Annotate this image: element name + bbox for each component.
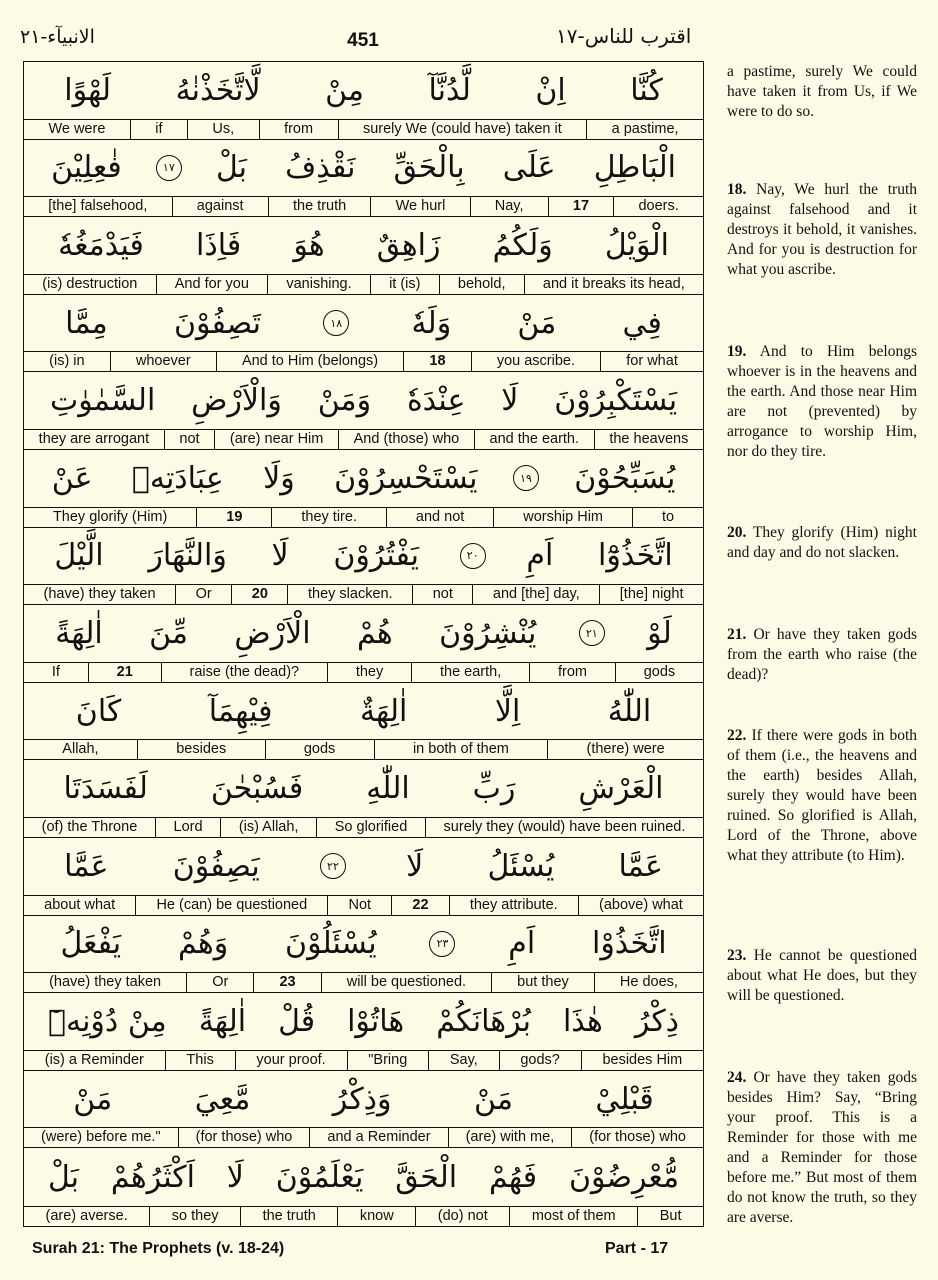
gloss-cell: behold, [439,275,524,294]
arabic-word: وَهُمْ [177,926,229,962]
arabic-line [24,140,703,197]
arabic-word: لَفَسَدَتَا [63,771,148,807]
gloss-cell: Or [186,973,253,992]
arabic-word: اٰلِهَةٌ [359,693,408,729]
arabic-word: لَا [406,848,424,884]
gloss-cell: Not [327,896,391,915]
gloss-cell: (is) Allah, [220,818,316,837]
gloss-cell: (have) they taken [49,974,162,991]
translation-paragraph [727,342,917,462]
translation-text: And to Him belongs whoever is in the heavens and the earth. And those near Him are not (prevented) by arrogance to worship Him, nor do they tire. [727,343,917,460]
gloss-cell: But [637,1207,703,1226]
gloss-cell: And (those) who [338,430,474,449]
gloss-cell: know [337,1207,415,1226]
gloss-cell: about what [44,896,116,913]
gloss-cell: the earth, [411,663,529,682]
translation-text: Or have they taken gods from the earth who raise (the dead)? [727,626,917,683]
gloss-cell: not [164,430,214,449]
gloss-cell: vanishing. [267,275,370,294]
arabic-line [24,450,703,507]
gloss-cell: the truth [268,197,371,216]
translation-paragraph [727,1068,917,1228]
translation-text: He cannot be questioned about what He does, but they will be questioned. [727,947,917,1004]
gloss-cell: you ascribe. [471,352,600,371]
arabic-word: فَاِذَا [196,227,242,263]
arabic-word: يَفْتُرُوْنَ [333,538,419,574]
arabic-word: فِي [622,305,662,341]
arabic-word: لَوْ [647,615,672,651]
arabic-word: بَلْ [47,1159,80,1195]
gloss-cell: and it breaks its head, [524,275,703,294]
gloss-cell: from [529,663,615,682]
arabic-word: الْحَقَّ [395,1159,458,1195]
translation-paragraph [727,625,917,685]
verse-row [24,450,703,528]
arabic-word: رَبِّ [472,771,516,807]
arabic-word: قَبْلِيْ [595,1081,654,1117]
arabic-line [24,1148,703,1206]
arabic-word: يُسَبِّحُوْنَ [574,460,676,496]
arabic-word: اٰلِهَةً [198,1003,247,1039]
arabic-word: الَّيْلَ [54,538,104,574]
arabic-word: هُوَ [293,227,325,263]
translation-verse-number: 21. [727,626,747,643]
gloss-cell: against [172,197,268,216]
arabic-word: اِلَّا [494,693,521,729]
arabic-word: عَمَّا [618,848,663,884]
arabic-word: كُنَّا [630,72,663,108]
verse-row [24,1071,703,1149]
arabic-word: اَمِ [508,926,536,962]
arabic-word: قُلْ [278,1003,316,1039]
verse-row [24,993,703,1071]
gloss-line [24,739,703,759]
gloss-cell: whoever [110,352,216,371]
gloss-cell: (of) the Throne [41,818,138,835]
arabic-word: عَنْ [51,460,93,496]
arabic-word: وَذِكْرُ [332,1081,392,1117]
verse-marker: ۱۸ [323,310,349,336]
arabic-word: وَلَكُمُ [492,227,553,263]
arabic-word: مَنْ [473,1081,513,1117]
arabic-word: لَا [271,538,289,574]
verse-row [24,683,703,761]
verse-row [24,62,703,140]
arabic-word: يُسْئَلُوْنَ [285,926,377,962]
arabic-word: هٰذَا [562,1003,603,1039]
translation-text: Or have they taken gods besides Him? Say, “Bring your proof. This is a Reminder for those with me and a Reminder for those before me.” But most of them do not know the truth, so they are averse. [727,1069,917,1226]
arabic-word: اتَّخَذُوْا [591,926,667,962]
arabic-word: مِنْ [325,72,364,108]
arabic-word: لَا [501,383,519,419]
translation-paragraph [727,523,917,563]
gloss-cell: And for you [156,275,268,294]
gloss-cell: They glorify (Him) [52,508,168,525]
arabic-word: الْعَرْشِ [578,771,664,807]
gloss-cell: Or [175,585,231,604]
gloss-line [24,895,703,915]
gloss-cell: from [259,120,338,139]
arabic-word: عَلَى [502,150,556,186]
verse-marker: ۲۲ [320,853,346,879]
arabic-word: يَسْتَكْبِرُوْنَ [554,383,678,419]
translation-verse-number: 23. [727,947,747,964]
gloss-line [24,507,703,527]
header-surah-name: الانبیآء-۲۱ [20,26,95,48]
translation-paragraph [727,946,917,1006]
gloss-line [24,119,703,139]
arabic-word: لَّاتَّخَذْنٰهُ [175,72,261,108]
gloss-cell: they [327,663,411,682]
arabic-word: اللّٰهِ [366,771,410,807]
arabic-word: مُّعْرِضُوْنَ [568,1159,680,1195]
translation-text: Nay, We hurl the truth against falsehood and it destroys it behold, it vanishes. And for you is destruction for what you ascribe. [727,181,918,278]
arabic-word: فَهُمْ [488,1159,538,1195]
arabic-word: هَاتُوْا [347,1003,405,1039]
arabic-word: فَسُبْحٰنَ [210,771,304,807]
arabic-word: اتَّخَذُوْٓا [598,538,673,574]
gloss-cell: Nay, [470,197,548,216]
gloss-cell: Allah, [62,741,99,758]
arabic-word: مِنْ دُوْنِهٖٓ [48,1003,167,1039]
verse-row [24,1148,703,1226]
arabic-word: وَالنَّهَارَ [148,538,227,574]
gloss-cell: He does, [594,973,703,992]
gloss-cell: Lord [155,818,220,837]
gloss-cell: the truth [240,1207,337,1226]
gloss-line [24,196,703,216]
gloss-cell: besides [137,740,265,759]
gloss-cell: (are) with me, [448,1128,572,1147]
gloss-cell: (were) before me." [41,1129,161,1146]
arabic-word: السَّمٰوٰتِ [49,383,156,419]
gloss-cell: (is) a Reminder [44,1051,144,1068]
arabic-word: اِنْ [535,72,566,108]
arabic-line [24,372,703,429]
gloss-cell: to [632,508,703,527]
verse-row [24,217,703,295]
verse-marker: ۱۹ [513,465,539,491]
translation-verse-number: 18. [727,181,747,198]
verse-marker: ۲۱ [579,620,605,646]
arabic-word: الْاَرْضِ [234,615,311,651]
arabic-word: اَمِ [526,538,554,574]
verse-row [24,372,703,450]
arabic-word: وَمَنْ [317,383,372,419]
arabic-word: يَعْلَمُوْنَ [275,1159,364,1195]
gloss-cell: (above) what [578,896,703,915]
verse-row [24,838,703,916]
translation-text: a pastime, surely We could have taken it from Us, if We were to do so. [727,63,917,120]
arabic-word: مَنْ [73,1081,113,1117]
gloss-verse-number: 20 [231,585,287,604]
word-by-word-grid [23,61,704,1227]
gloss-cell: [the] night [599,585,703,604]
arabic-word: يَصِفُوْنَ [172,848,260,884]
gloss-line [24,662,703,682]
page-number: 451 [347,30,379,51]
arabic-word: يُسْئَلُ [487,848,555,884]
gloss-cell: they are arrogant [38,430,150,447]
header-juz-name: اقترب للناس-۱۷ [556,24,692,48]
translation-verse-number: 22. [727,727,747,744]
arabic-word: الْوَيْلُ [604,227,669,263]
arabic-word: لَا [226,1159,244,1195]
gloss-cell: and not [386,508,493,527]
verse-row [24,528,703,606]
arabic-word: زَاهِقٌ [376,227,441,263]
arabic-line [24,62,703,119]
verse-row [24,140,703,218]
gloss-verse-number: 17 [548,197,614,216]
arabic-word: الْبَاطِلِ [593,150,676,186]
gloss-cell: He (can) be questioned [135,896,327,915]
gloss-line [24,972,703,992]
translation-paragraph [727,726,917,866]
arabic-word: نَقْذِفُ [285,150,356,186]
gloss-cell: (for those) who [571,1128,703,1147]
gloss-cell: doers. [613,197,703,216]
gloss-line [24,351,703,371]
gloss-cell: gods [265,740,374,759]
arabic-line [24,528,703,585]
gloss-cell: (is) in [49,353,85,370]
gloss-line [24,1050,703,1070]
verse-row [24,295,703,373]
gloss-cell: We hurl [370,197,469,216]
arabic-line [24,217,703,274]
gloss-cell: So glorified [316,818,425,837]
gloss-cell: in both of them [374,740,548,759]
gloss-cell: [the] falsehood, [48,198,148,215]
arabic-word: عَمَّا [64,848,109,884]
translation-text: They glorify (Him) night and day and do not slacken. [727,524,917,561]
arabic-word: مِّنَ [149,615,188,651]
gloss-cell: a pastime, [586,120,703,139]
gloss-verse-number: 23 [253,973,320,992]
arabic-word: اٰلِهَةً [55,615,103,651]
arabic-line [24,1071,703,1128]
arabic-line [24,605,703,662]
gloss-cell: and [the] day, [472,585,599,604]
gloss-cell: they tire. [271,508,386,527]
verse-marker: ۲۰ [460,543,486,569]
gloss-cell: (are) averse. [45,1207,128,1224]
gloss-cell: not [412,585,472,604]
arabic-word: فِيْهِمَآ [208,693,273,729]
arabic-word: اَكْثَرُهُمْ [110,1159,195,1195]
gloss-line [24,1206,703,1226]
gloss-cell: (there) were [547,740,703,759]
gloss-cell: gods? [499,1051,581,1070]
arabic-word: اللّٰهُ [607,693,652,729]
arabic-word: لَّدُنَّآ [428,72,471,108]
verse-row [24,916,703,994]
gloss-cell: surely We (could have) taken it [338,120,587,139]
gloss-cell: Say, [428,1051,499,1070]
arabic-word: وَلَهٗ [411,305,452,341]
gloss-verse-number: 18 [403,352,470,371]
arabic-word: مِمَّا [65,305,108,341]
gloss-cell: If [51,663,60,680]
gloss-cell: raise (the dead)? [161,663,327,682]
arabic-word: بُرْهَانَكُمْ [436,1003,531,1039]
gloss-cell: worship Him [493,508,632,527]
arabic-word: مَنْ [517,305,557,341]
gloss-cell: And to Him (belongs) [216,352,403,371]
gloss-cell: the heavens [594,430,703,449]
gloss-cell: they attribute. [449,896,578,915]
arabic-word: مَّعِيَ [194,1081,251,1117]
footer-part: Part - 17 [605,1240,669,1257]
gloss-cell: besides Him [581,1051,703,1070]
gloss-cell: for what [600,352,703,371]
gloss-cell: (have) they taken [43,586,156,603]
gloss-line [24,817,703,837]
gloss-verse-number: 21 [88,663,161,682]
gloss-line [24,274,703,294]
arabic-word: عِنْدَهٗ [406,383,466,419]
arabic-word: ذِكْرُ [634,1003,680,1039]
gloss-cell: surely they (would) have been ruined. [425,818,703,837]
gloss-cell: This [165,1051,235,1070]
gloss-cell: (for those) who [178,1128,310,1147]
arabic-word: فَيَدْمَغُهٗ [58,227,144,263]
arabic-word: كَانَ [75,693,122,729]
verse-row [24,605,703,683]
gloss-cell: and a Reminder [309,1128,447,1147]
arabic-word: بِالْحَقِّ [393,150,465,186]
gloss-verse-number: 22 [391,896,448,915]
translation-paragraph [727,62,917,122]
gloss-verse-number: 19 [196,508,271,527]
translation-text: If there were gods in both of them (i.e., the heavens and the earth) besides Allah, surely they would have been ruined. So glorified is Allah, Lord of the Throne, above what they attribute (to Him). [727,727,918,864]
gloss-cell: gods [615,663,703,682]
arabic-line [24,683,703,740]
arabic-line [24,295,703,352]
translation-verse-number: 20. [727,524,747,541]
gloss-cell: so they [149,1207,240,1226]
arabic-word: وَلَا [263,460,295,496]
gloss-cell: they slacken. [287,585,412,604]
gloss-cell: Us, [187,120,259,139]
arabic-word: بَلْ [215,150,248,186]
gloss-line [24,429,703,449]
arabic-word: يَسْتَحْسِرُوْنَ [334,460,478,496]
arabic-word: عِبَادَتِهٖ [131,460,224,496]
gloss-cell: (is) destruction [42,275,138,292]
gloss-cell: "Bring [347,1051,429,1070]
arabic-line [24,838,703,895]
arabic-line [24,916,703,973]
gloss-cell: most of them [509,1207,637,1226]
translation-verse-number: 19. [727,343,747,360]
gloss-cell: it (is) [370,275,439,294]
translation-paragraph [727,180,917,280]
verse-row [24,760,703,838]
gloss-line [24,1127,703,1147]
verse-marker: ۲۳ [429,931,455,957]
gloss-cell: will be questioned. [321,973,491,992]
gloss-cell: your proof. [235,1051,347,1070]
arabic-word: يَفْعَلُ [60,926,122,962]
arabic-word: هُمْ [356,615,393,651]
gloss-cell: We were [48,120,106,137]
gloss-cell: (do) not [415,1207,509,1226]
gloss-cell: but they [491,973,594,992]
arabic-word: فٰعِلِيْنَ [51,150,122,186]
arabic-word: وَالْاَرْضِ [191,383,282,419]
arabic-line [24,760,703,817]
arabic-line [24,993,703,1050]
translation-verse-number: 24. [727,1069,747,1086]
gloss-line [24,584,703,604]
gloss-cell: and the earth. [474,430,594,449]
gloss-cell: (are) near Him [214,430,338,449]
verse-marker: ۱۷ [156,155,182,181]
gloss-cell: if [130,120,187,139]
arabic-word: لَهْوًا [64,72,112,108]
footer-surah-title: Surah 21: The Prophets (v. 18-24) [32,1240,285,1257]
arabic-word: يُنْشِرُوْنَ [439,615,537,651]
arabic-word: تَصِفُوْنَ [173,305,262,341]
